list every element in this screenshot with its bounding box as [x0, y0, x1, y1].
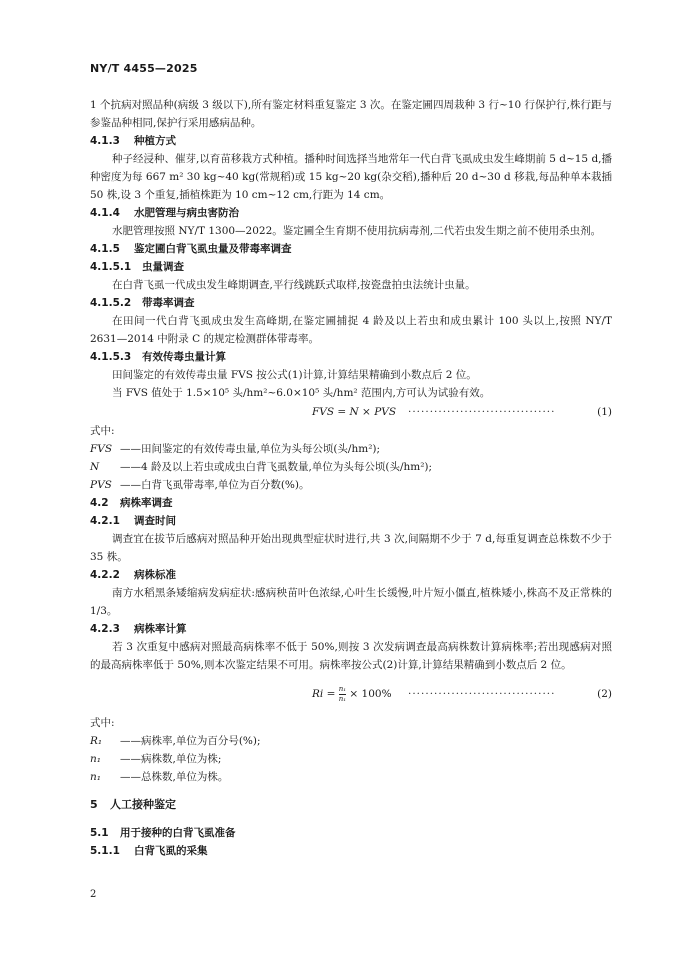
document-body — [90, 96, 612, 860]
section-title: 病株率调查 — [120, 497, 173, 509]
symbol: n₁ — [90, 771, 101, 783]
section-title: 虫量调查 — [142, 261, 184, 273]
definition-text: ——病株率,单位为百分号(%); — [120, 735, 261, 747]
fraction-numerator: n₁ — [338, 684, 347, 693]
definition-row — [90, 732, 612, 750]
symbol: N — [90, 461, 100, 473]
definition-row — [90, 458, 612, 476]
section-4-1-5-heading — [90, 240, 612, 258]
section-title: 有效传毒虫量计算 — [142, 351, 226, 363]
section-4-2-3-body: 若 3 次重复中感病对照最高病株率不低于 50%,则按 3 次发病调查最高病株数计算病株率;若出现感病对照的最高病株率低于 50%,则本次鉴定结果不可用。病株率按公式(2)计算,计算结果精确到小数点后 2 位。 — [90, 641, 612, 671]
section-4-1-5-1-body: 在白背飞虱一代成虫发生峰期调查,平行线跳跃式取样,按瓷盘拍虫法统计虫量。 — [112, 279, 476, 291]
section-number: 4.1.5.1 — [90, 261, 132, 273]
symbol: R₁ — [90, 735, 103, 747]
formula-leader-dots: ·································· — [408, 406, 556, 418]
section-title: 鉴定圃白背飞虱虫量及带毒率调查 — [134, 243, 292, 255]
formula-number: (1) — [597, 406, 612, 418]
section-title: 种植方式 — [134, 135, 176, 147]
section-number: 4.1.3 — [90, 135, 120, 147]
symbol: FVS — [90, 443, 113, 455]
section-4-1-5-3-validity: 当 FVS 值处于 1.5×10⁵ 头/hm²~6.0×10⁵ 头/hm² 范围内,方可认为试验有效。 — [112, 387, 491, 399]
section-number: 4.2.1 — [90, 515, 120, 527]
definition-row — [90, 768, 612, 786]
definition-row — [90, 750, 612, 768]
section-4-1-5-2-heading — [90, 294, 612, 312]
section-4-2-1-body: 调查宜在拔节后感病对照品种开始出现典型症状时进行,共 3 次,间隔期不少于 7 d,每重复调查总株数不少于 35 株。 — [90, 533, 612, 563]
page-number: 2 — [90, 889, 97, 900]
section-number: 4.2.3 — [90, 623, 120, 635]
section-number: 4.1.5.3 — [90, 351, 132, 363]
section-title: 带毒率调查 — [142, 297, 195, 309]
section-number: 4.2.2 — [90, 569, 120, 581]
section-title: 病株率计算 — [134, 623, 187, 635]
section-4-2-3-heading — [90, 620, 612, 638]
section-4-2-heading — [90, 494, 612, 512]
section-number: 5 — [90, 798, 98, 811]
section-title: 病株标准 — [134, 569, 176, 581]
where-label: 式中: — [90, 425, 115, 437]
section-4-1-5-1-heading — [90, 258, 612, 276]
section-4-1-3-heading — [90, 132, 612, 150]
section-number: 5.1 — [90, 827, 109, 839]
formula-2 — [90, 680, 612, 708]
fraction-denominator: n₁ — [338, 694, 347, 703]
formula-fraction — [339, 685, 346, 704]
standard-number: NY/T 4455—2025 — [90, 62, 198, 75]
section-4-1-4-body: 水肥管理按照 NY/T 1300—2022。鉴定圃全生育期不使用抗病毒剂,二代若虫发生期之前不使用杀虫剂。 — [112, 225, 602, 237]
definition-list-1 — [90, 440, 612, 494]
section-title: 白背飞虱的采集 — [134, 845, 208, 857]
symbol: n₁ — [90, 753, 101, 765]
section-4-1-4-heading — [90, 204, 612, 222]
definition-text: ——田间鉴定的有效传毒虫量,单位为头每公顷(头/hm²); — [120, 443, 381, 455]
formula-leader-dots: ·································· — [408, 688, 556, 700]
formula-lhs: Ri = — [312, 688, 336, 700]
section-number: 4.1.5 — [90, 243, 120, 255]
definition-row — [90, 476, 612, 494]
section-title: 水肥管理与病虫害防治 — [134, 207, 239, 219]
formula-expression: FVS = N × PVS — [312, 406, 397, 418]
where-label: 式中: — [90, 717, 115, 729]
section-4-1-5-3-heading — [90, 348, 612, 366]
formula-expression — [312, 680, 392, 708]
definition-row — [90, 440, 612, 458]
section-4-2-1-heading — [90, 512, 612, 530]
section-4-1-3-body: 种子经浸种、催芽,以育苗移栽方式种植。播种时间选择当地常年一代白背飞虱成虫发生峰期前 5 d~15 d,播种密度为每 667 m² 30 kg~40 kg(常规稻)或 15 kg~20 kg(杂交稻),播种后 20 d~30 d 移栽,每品种单本栽插 50 株,设 3 个重复,插植株距为 10 cm~12 cm,行距为 14 cm。 — [90, 153, 612, 201]
formula-number: (2) — [597, 688, 612, 700]
definition-text: ——总株数,单位为株。 — [120, 771, 229, 783]
section-title: 用于接种的白背飞虱准备 — [120, 827, 236, 839]
section-title: 调查时间 — [134, 515, 176, 527]
section-4-1-5-2-body: 在田间一代白背飞虱成虫发生高峰期,在鉴定圃捕捉 4 龄及以上若虫和成虫累计 100 头以上,按照 NY/T 2631—2014 中附录 C 的规定检测群体带毒率。 — [90, 315, 612, 345]
section-4-2-2-heading — [90, 566, 612, 584]
chapter-5-heading — [90, 796, 612, 814]
section-number: 4.1.4 — [90, 207, 120, 219]
intro-paragraph: 1 个抗病对照品种(病级 3 级以下),所有鉴定材料重复鉴定 3 次。在鉴定圃四周栽种 3 行~10 行保护行,株行距与参鉴品种相同,保护行采用感病品种。 — [90, 99, 612, 129]
section-4-1-5-3-body: 田间鉴定的有效传毒虫量 FVS 按公式(1)计算,计算结果精确到小数点后 2 位。 — [112, 369, 477, 381]
section-number: 4.2 — [90, 497, 109, 509]
formula-1 — [90, 402, 612, 422]
formula-rhs: × 100% — [349, 688, 392, 700]
definition-list-2 — [90, 732, 612, 786]
section-5-1-heading — [90, 824, 612, 842]
definition-text: ——病株数,单位为株; — [120, 753, 222, 765]
section-number: 5.1.1 — [90, 845, 120, 857]
symbol: PVS — [90, 479, 112, 491]
definition-text: ——4 龄及以上若虫或成虫白背飞虱数量,单位为头每公顷(头/hm²); — [120, 461, 433, 473]
definition-text: ——白背飞虱带毒率,单位为百分数(%)。 — [120, 479, 310, 491]
section-number: 4.1.5.2 — [90, 297, 132, 309]
section-4-2-2-body: 南方水稻黑条矮缩病发病症状:感病秧苗叶色浓绿,心叶生长缓慢,叶片短小僵直,植株矮小,株高不及正常株的 1/3。 — [90, 587, 612, 617]
section-title: 人工接种鉴定 — [110, 798, 176, 811]
section-5-1-1-heading — [90, 842, 612, 860]
